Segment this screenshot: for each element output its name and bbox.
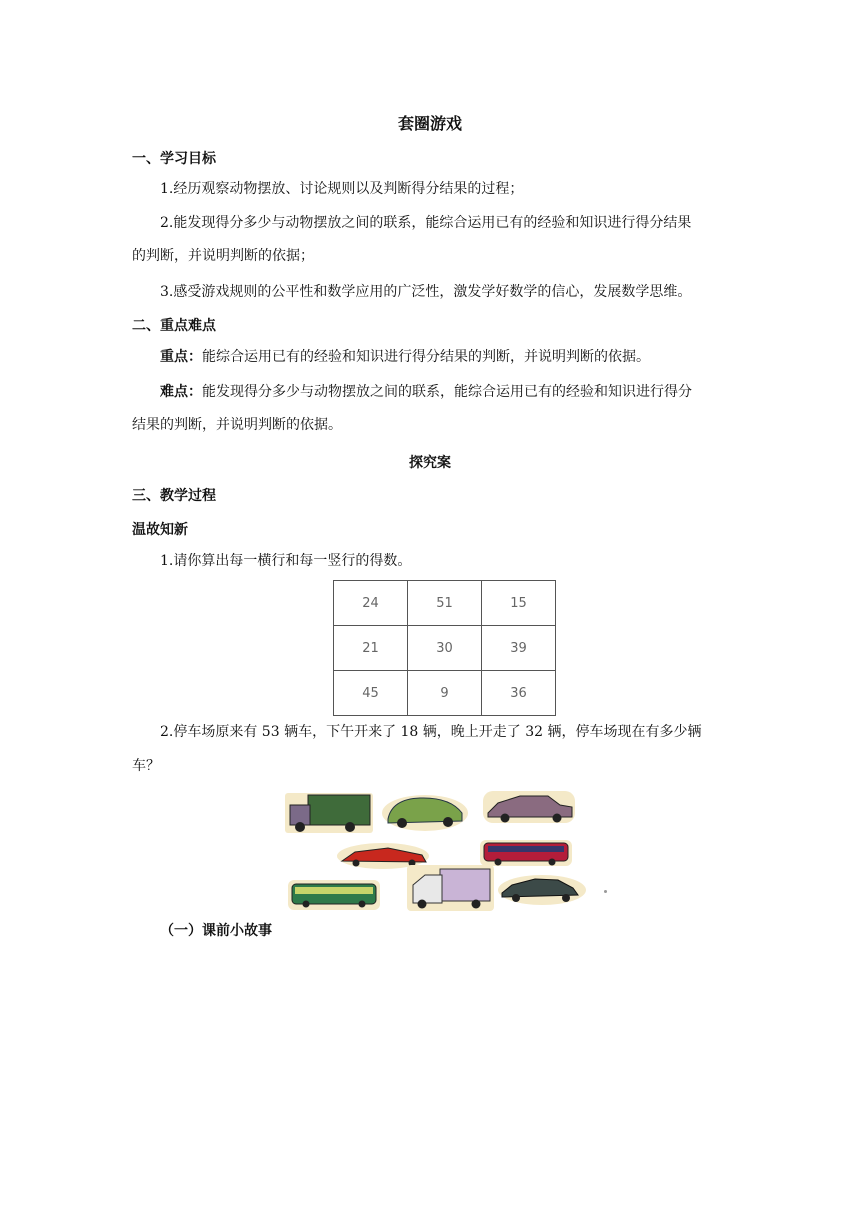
goal-item-2 <box>132 213 732 233</box>
goal-item-2-cont: 的判断，并说明判断的依据； <box>132 248 314 264</box>
difficulty-point <box>132 382 732 402</box>
key-label: 重点： <box>160 349 202 365</box>
explore-heading: 探究案 <box>409 455 451 471</box>
section-heading-key-points: 二、重点难点 <box>132 318 216 334</box>
question-2-cont: 车？ <box>132 758 160 774</box>
difficulty-text-cont: 结果的判断，并说明判断的依据。 <box>132 417 342 433</box>
section-heading-process: 三、教学过程 <box>132 488 216 504</box>
goal-item-1 <box>132 179 732 199</box>
difficulty-text: 能发现得分多少与动物摆放之间的联系，能综合运用已有的经验和知识进行得分 <box>202 384 692 400</box>
number-grid <box>333 580 556 716</box>
question-1-text: 1.请你算出每一横行和每一竖行的得数。 <box>160 553 412 569</box>
dot-marker <box>604 890 607 893</box>
truck-icon <box>285 793 373 833</box>
question-2-text: 2.停车场原来有 53 辆车，下午开来了 18 辆，晚上开走了 32 辆，停车场现在有多少辆 <box>160 724 702 740</box>
key-point <box>132 347 732 367</box>
dark-car-icon <box>498 875 586 905</box>
goal-text-2: 2.能发现得分多少与动物摆放之间的联系，能综合运用已有的经验和知识进行得分结果 <box>160 215 692 231</box>
question-2 <box>132 722 732 742</box>
vehicles-illustration <box>280 785 620 915</box>
key-text: 能综合运用已有的经验和知识进行得分结果的判断，并说明判断的依据。 <box>202 349 650 365</box>
grid-cell: 39 <box>482 626 556 671</box>
green-bus-icon <box>288 880 380 910</box>
grid-cell: 45 <box>334 671 408 716</box>
grid-row <box>334 626 556 671</box>
goal-text-3: 3.感受游戏规则的公平性和数学应用的广泛性，激发学好数学的信心，发展数学思维。 <box>160 284 692 300</box>
review-subheading: 温故知新 <box>132 522 188 538</box>
grid-cell: 24 <box>334 581 408 626</box>
section-heading-goals: 一、学习目标 <box>132 151 216 167</box>
van-icon <box>407 865 494 911</box>
story-heading: （一）课前小故事 <box>160 923 272 939</box>
purple-car-icon <box>483 791 575 823</box>
grid-cell: 36 <box>482 671 556 716</box>
red-bus-icon <box>480 840 572 866</box>
grid-row <box>334 581 556 626</box>
grid-cell: 21 <box>334 626 408 671</box>
grid-cell: 15 <box>482 581 556 626</box>
grid-cell: 30 <box>408 626 482 671</box>
grid-cell: 51 <box>408 581 482 626</box>
question-1 <box>132 551 732 571</box>
grid-cell: 9 <box>408 671 482 716</box>
goal-text-1: 1.经历观察动物摆放、讨论规则以及判断得分结果的过程； <box>160 181 524 197</box>
grid-row <box>334 671 556 716</box>
goal-item-3 <box>132 282 732 302</box>
difficulty-label: 难点： <box>160 384 202 400</box>
page-title: 套圈游戏 <box>397 114 462 133</box>
green-car-icon <box>382 795 468 831</box>
